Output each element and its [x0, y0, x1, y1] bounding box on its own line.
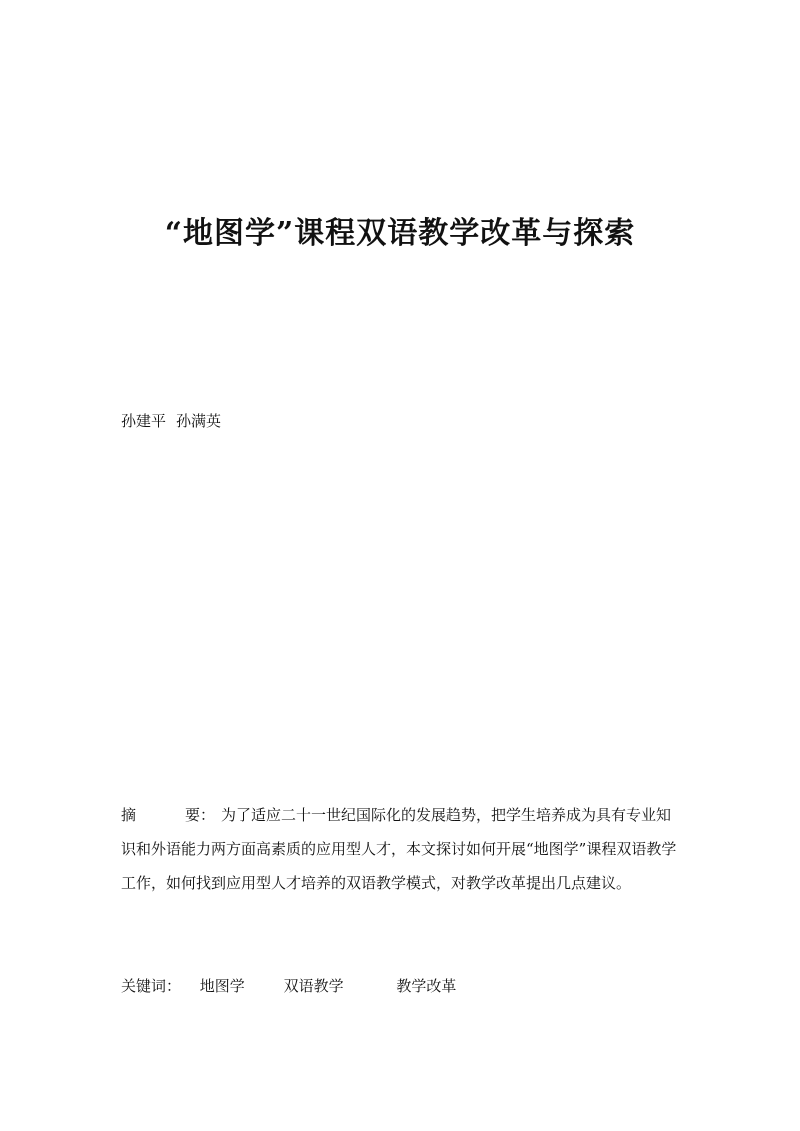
keyword-item: 双语教学 — [283, 977, 344, 995]
paper-title: “地图学”课程双语教学改革与探索 — [164, 216, 636, 252]
author-list — [121, 410, 231, 431]
keyword-item: 教学改革 — [396, 977, 457, 995]
abstract-label — [121, 798, 221, 832]
abstract-label-first: 摘 — [121, 806, 137, 824]
abstract-text: 为了适应二十一世纪国际化的发展趋势，把学生培养成为具有专业知识和外语能力两方面高素质的应用型人才，本文探讨如何开展“地图学”课程双语教学工作，如何找到应用型人才培养的双语教学模式，对教学改革提出几点建议。 — [121, 806, 677, 892]
keywords-label: 关键词： — [121, 977, 182, 995]
abstract-section — [121, 798, 681, 900]
keyword-item: 地图学 — [199, 977, 245, 995]
abstract-label-second: 要： — [185, 806, 216, 824]
keywords-section — [121, 975, 456, 996]
author-name: 孙建平 — [121, 412, 167, 430]
author-name: 孙满英 — [176, 412, 222, 430]
